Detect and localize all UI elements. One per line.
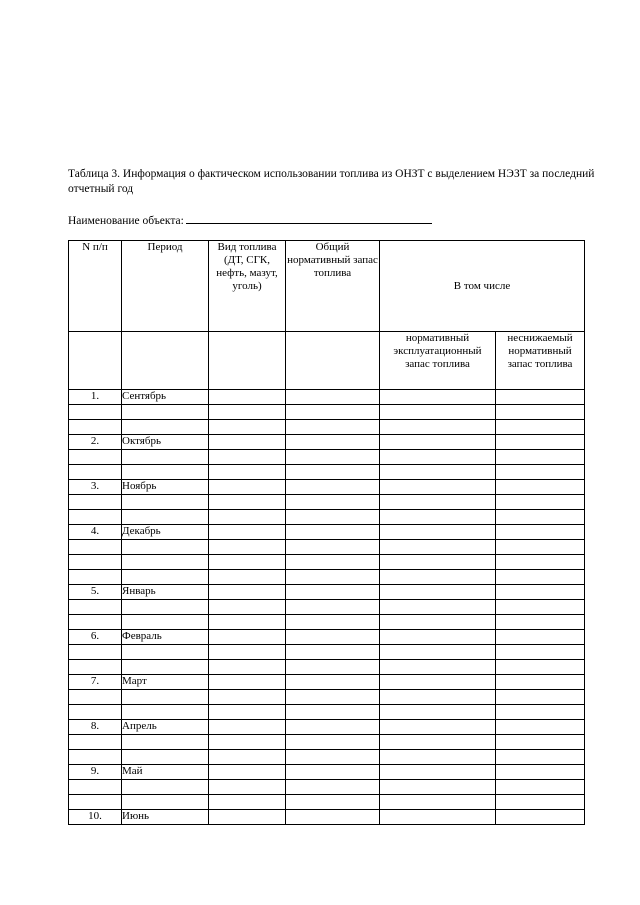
table-cell[interactable] — [69, 660, 122, 675]
table-cell[interactable] — [209, 750, 286, 765]
table-cell[interactable] — [209, 600, 286, 615]
table-cell[interactable] — [380, 735, 496, 750]
table-cell[interactable] — [380, 420, 496, 435]
table-cell[interactable] — [209, 630, 286, 645]
row-number: 7. — [69, 675, 122, 690]
table-cell[interactable] — [380, 765, 496, 780]
object-name-label: Наименование объекта: — [68, 215, 184, 227]
table-cell[interactable] — [122, 495, 209, 510]
table-row — [69, 645, 585, 660]
header-row-2 — [69, 332, 585, 390]
table-cell[interactable] — [380, 465, 496, 480]
table-cell[interactable] — [380, 675, 496, 690]
table-cell[interactable] — [496, 435, 585, 450]
table-cell[interactable] — [380, 555, 496, 570]
table-cell[interactable] — [69, 540, 122, 555]
table-cell[interactable] — [496, 660, 585, 675]
table-cell[interactable] — [122, 555, 209, 570]
table-row — [69, 585, 585, 600]
table-cell[interactable] — [496, 615, 585, 630]
table-cell[interactable] — [496, 540, 585, 555]
table-cell[interactable] — [69, 615, 122, 630]
table-cell[interactable] — [496, 570, 585, 585]
table-cell[interactable] — [496, 675, 585, 690]
table-row — [69, 690, 585, 705]
table-cell[interactable] — [69, 645, 122, 660]
row-month: Май — [122, 765, 209, 780]
table-cell[interactable] — [209, 555, 286, 570]
object-name-blank — [186, 212, 432, 224]
table-cell[interactable] — [122, 750, 209, 765]
table-cell[interactable] — [122, 510, 209, 525]
table-cell[interactable] — [69, 750, 122, 765]
row-month: Апрель — [122, 720, 209, 735]
table-cell[interactable] — [380, 645, 496, 660]
table-cell[interactable] — [286, 645, 380, 660]
table-cell[interactable] — [496, 555, 585, 570]
table-cell[interactable] — [209, 690, 286, 705]
table-row — [69, 795, 585, 810]
table-cell[interactable] — [122, 450, 209, 465]
table-cell[interactable] — [209, 570, 286, 585]
table-cell[interactable] — [496, 780, 585, 795]
table-row — [69, 540, 585, 555]
table-cell[interactable] — [380, 795, 496, 810]
table-row — [69, 390, 585, 405]
table-cell[interactable] — [286, 630, 380, 645]
table-cell[interactable] — [209, 450, 286, 465]
table-cell[interactable] — [209, 645, 286, 660]
header-row-1 — [69, 241, 585, 332]
row-month: Сентябрь — [122, 390, 209, 405]
table-cell[interactable] — [209, 615, 286, 630]
table-cell[interactable] — [122, 540, 209, 555]
table-cell[interactable] — [380, 690, 496, 705]
table-cell[interactable] — [122, 405, 209, 420]
table-cell[interactable] — [209, 510, 286, 525]
table-cell[interactable] — [209, 420, 286, 435]
header-empty-cell — [69, 332, 122, 390]
row-number: 8. — [69, 720, 122, 735]
table-cell[interactable] — [380, 600, 496, 615]
table-cell[interactable] — [122, 735, 209, 750]
header-empty-cell — [286, 332, 380, 390]
table-cell[interactable] — [209, 390, 286, 405]
table-cell[interactable] — [286, 660, 380, 675]
table-cell[interactable] — [209, 465, 286, 480]
table-cell[interactable] — [496, 480, 585, 495]
table-row — [69, 555, 585, 570]
row-number: 2. — [69, 435, 122, 450]
table-cell[interactable] — [286, 480, 380, 495]
table-cell[interactable] — [496, 600, 585, 615]
table-cell[interactable] — [380, 450, 496, 465]
table-row — [69, 765, 585, 780]
table-cell[interactable] — [380, 405, 496, 420]
table-cell[interactable] — [496, 420, 585, 435]
table-cell[interactable] — [69, 495, 122, 510]
table-cell[interactable] — [122, 660, 209, 675]
table-cell[interactable] — [496, 390, 585, 405]
table-cell[interactable] — [286, 465, 380, 480]
table-row — [69, 630, 585, 645]
table-cell[interactable] — [380, 525, 496, 540]
table-row — [69, 615, 585, 630]
table-cell[interactable] — [380, 390, 496, 405]
table-cell[interactable] — [209, 705, 286, 720]
table-cell[interactable] — [380, 720, 496, 735]
table-cell[interactable] — [209, 720, 286, 735]
table-cell[interactable] — [69, 795, 122, 810]
table-cell[interactable] — [286, 720, 380, 735]
table-cell[interactable] — [286, 435, 380, 450]
table-row — [69, 600, 585, 615]
table-cell[interactable] — [380, 705, 496, 720]
table-cell[interactable] — [380, 615, 496, 630]
table-cell[interactable] — [286, 705, 380, 720]
table-cell[interactable] — [286, 675, 380, 690]
table-cell[interactable] — [380, 540, 496, 555]
table-cell[interactable] — [122, 795, 209, 810]
header-nonreducible: неснижаемый нормативный запас топлива — [496, 332, 585, 390]
table-cell[interactable] — [122, 645, 209, 660]
table-cell[interactable] — [286, 495, 380, 510]
fuel-usage-table — [68, 240, 585, 825]
table-cell[interactable] — [496, 810, 585, 825]
table-cell[interactable] — [496, 630, 585, 645]
header-fuel-type: Вид топлива (ДТ, СГК, нефть, мазут, уголь) — [209, 241, 286, 332]
header-empty-cell — [122, 332, 209, 390]
row-number: 3. — [69, 480, 122, 495]
table-row — [69, 405, 585, 420]
table-cell[interactable] — [380, 585, 496, 600]
table-cell[interactable] — [69, 555, 122, 570]
table-cell[interactable] — [286, 690, 380, 705]
table-cell[interactable] — [122, 570, 209, 585]
table-cell[interactable] — [69, 600, 122, 615]
row-month: Январь — [122, 585, 209, 600]
table-cell[interactable] — [286, 585, 380, 600]
table-cell[interactable] — [209, 735, 286, 750]
table-cell[interactable] — [69, 705, 122, 720]
table-cell[interactable] — [496, 735, 585, 750]
row-month: Февраль — [122, 630, 209, 645]
table-cell[interactable] — [496, 690, 585, 705]
table-cell[interactable] — [496, 585, 585, 600]
table-cell[interactable] — [122, 705, 209, 720]
row-month: Июнь — [122, 810, 209, 825]
table-cell[interactable] — [286, 540, 380, 555]
table-cell[interactable] — [209, 435, 286, 450]
table-cell[interactable] — [209, 540, 286, 555]
table-cell[interactable] — [380, 810, 496, 825]
table-cell[interactable] — [209, 780, 286, 795]
table-cell[interactable] — [209, 495, 286, 510]
table-cell[interactable] — [496, 645, 585, 660]
table-cell[interactable] — [496, 510, 585, 525]
table-cell[interactable] — [209, 405, 286, 420]
row-number: 6. — [69, 630, 122, 645]
table-row — [69, 570, 585, 585]
table-cell[interactable] — [286, 600, 380, 615]
table-cell[interactable] — [380, 480, 496, 495]
table-row — [69, 735, 585, 750]
table-cell[interactable] — [286, 570, 380, 585]
table-cell[interactable] — [122, 615, 209, 630]
table-caption: Таблица 3. Информация о фактическом использовании топлива из ОНЗТ с выделением НЭЗТ за последний отчетный год — [68, 168, 595, 195]
table-cell[interactable] — [69, 450, 122, 465]
table-row — [69, 450, 585, 465]
table-cell[interactable] — [209, 795, 286, 810]
table-cell[interactable] — [122, 465, 209, 480]
table-cell[interactable] — [286, 555, 380, 570]
table-cell[interactable] — [496, 750, 585, 765]
table-cell[interactable] — [209, 585, 286, 600]
table-cell[interactable] — [380, 435, 496, 450]
table-cell[interactable] — [380, 750, 496, 765]
table-cell[interactable] — [286, 390, 380, 405]
table-cell[interactable] — [286, 765, 380, 780]
table-cell[interactable] — [69, 510, 122, 525]
header-total: Общий нормативный запас топлива — [286, 241, 380, 332]
table-cell[interactable] — [496, 705, 585, 720]
table-cell[interactable] — [496, 405, 585, 420]
table-row — [69, 675, 585, 690]
table-cell[interactable] — [496, 720, 585, 735]
table-row — [69, 465, 585, 480]
row-number: 9. — [69, 765, 122, 780]
table-cell[interactable] — [122, 600, 209, 615]
row-month: Декабрь — [122, 525, 209, 540]
table-cell[interactable] — [380, 495, 496, 510]
table-row — [69, 525, 585, 540]
table-cell[interactable] — [380, 630, 496, 645]
table-cell[interactable] — [209, 810, 286, 825]
table-row — [69, 720, 585, 735]
header-including: В том числе — [380, 241, 585, 332]
row-month: Октябрь — [122, 435, 209, 450]
table-cell[interactable] — [122, 690, 209, 705]
table-cell[interactable] — [496, 495, 585, 510]
table-cell[interactable] — [380, 660, 496, 675]
table-cell[interactable] — [496, 525, 585, 540]
row-month: Ноябрь — [122, 480, 209, 495]
table-row — [69, 435, 585, 450]
row-number: 5. — [69, 585, 122, 600]
table-row — [69, 750, 585, 765]
row-number: 1. — [69, 390, 122, 405]
row-number: 10. — [69, 810, 122, 825]
header-operational: нормативный эксплуатационный запас топлива — [380, 332, 496, 390]
table-cell[interactable] — [209, 480, 286, 495]
table-cell[interactable] — [286, 450, 380, 465]
table-cell[interactable] — [209, 660, 286, 675]
table-cell[interactable] — [122, 780, 209, 795]
header-num: N п/п — [69, 241, 122, 332]
header-empty-cell — [209, 332, 286, 390]
table-cell[interactable] — [69, 690, 122, 705]
table-cell[interactable] — [286, 615, 380, 630]
table-cell[interactable] — [286, 795, 380, 810]
table-cell[interactable] — [286, 750, 380, 765]
table-cell[interactable] — [69, 405, 122, 420]
table-cell[interactable] — [496, 795, 585, 810]
table-cell[interactable] — [69, 465, 122, 480]
table-cell[interactable] — [286, 780, 380, 795]
table-row — [69, 780, 585, 795]
table-cell[interactable] — [69, 420, 122, 435]
table-cell[interactable] — [286, 510, 380, 525]
table-cell[interactable] — [209, 525, 286, 540]
row-number: 4. — [69, 525, 122, 540]
table-row — [69, 495, 585, 510]
table-cell[interactable] — [209, 765, 286, 780]
table-cell[interactable] — [496, 765, 585, 780]
table-row — [69, 420, 585, 435]
table-row — [69, 705, 585, 720]
table-cell[interactable] — [209, 675, 286, 690]
table-cell[interactable] — [380, 510, 496, 525]
table-cell[interactable] — [286, 420, 380, 435]
table-cell[interactable] — [380, 570, 496, 585]
table-row — [69, 480, 585, 495]
table-cell[interactable] — [286, 735, 380, 750]
table-cell[interactable] — [69, 570, 122, 585]
table-cell[interactable] — [69, 735, 122, 750]
table-row — [69, 510, 585, 525]
table-cell[interactable] — [69, 780, 122, 795]
table-cell[interactable] — [286, 405, 380, 420]
table-cell[interactable] — [286, 525, 380, 540]
table-row — [69, 810, 585, 825]
object-name-line — [68, 212, 432, 229]
table-cell[interactable] — [496, 465, 585, 480]
header-period: Период — [122, 241, 209, 332]
table-cell[interactable] — [380, 780, 496, 795]
table-row — [69, 660, 585, 675]
row-month: Март — [122, 675, 209, 690]
table-cell[interactable] — [286, 810, 380, 825]
table-cell[interactable] — [122, 420, 209, 435]
table-cell[interactable] — [496, 450, 585, 465]
